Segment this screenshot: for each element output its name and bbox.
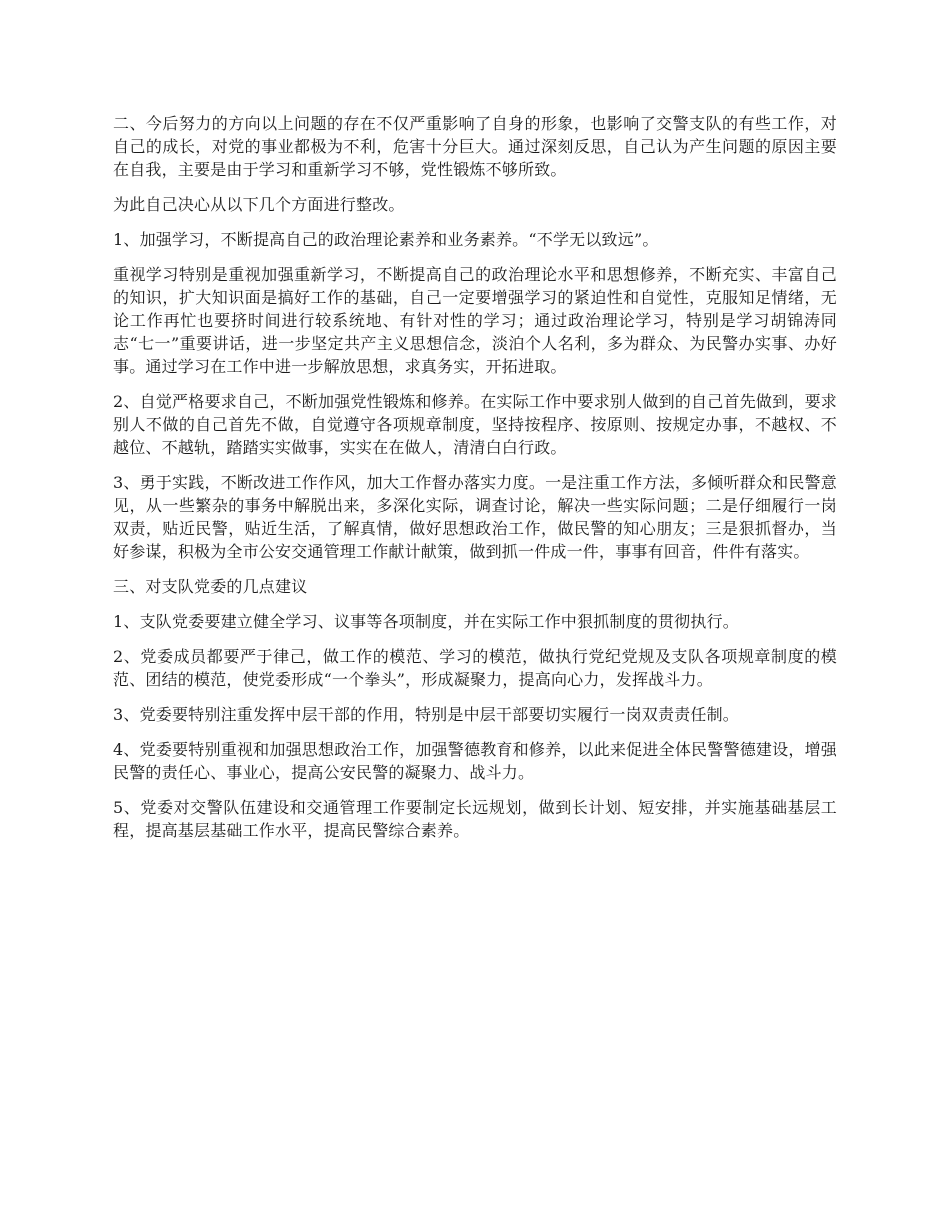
paragraph-suggestion-1: 1、支队党委要建立健全学习、议事等各项制度，并在实际工作中狠抓制度的贯彻执行。 (113, 612, 739, 631)
paragraph-item-2-discipline: 2、自觉严格要求自己，不断加强党性锻炼和修养。在实际工作中要求别人做到的自己首先做到，要求别人不做的自己首先不做，自觉遵守各项规章制度，坚持按程序、按原则、按规定办事，不越权、不越位、不越轨，踏踏实实做事，实实在在做人，清清白白行政。 (113, 392, 837, 457)
document-body (113, 112, 837, 854)
paragraph-item-1-study: 1、加强学习，不断提高自己的政治理论素养和业务素养。“不学无以致远”。 (113, 230, 659, 249)
paragraph-suggestion-5: 5、党委对交警队伍建设和交通管理工作要制定长远规划，做到长计划、短安排，并实施基础基层工程，提高基层基础工作水平，提高民警综合素养。 (113, 798, 837, 840)
paragraph-suggestion-2: 2、党委成员都要严于律己，做工作的模范、学习的模范，做执行党纪党规及支队各项规章制度的模范、团结的模范，使党委形成“一个拳头”，形成凝聚力，提高向心力，发挥战斗力。 (113, 647, 837, 689)
paragraph-study-details: 重视学习特别是重视加强重新学习，不断提高自己的政治理论水平和思想修养，不断充实、丰富自己的知识，扩大知识面是搞好工作的基础，自己一定要增强学习的紧迫性和自觉性，克服知足情绪，无论工作再忙也要挤时间进行较系统地、有针对性的学习；通过政治理论学习，特别是学习胡锦涛同志“七一”重要讲话，进一步坚定共产主义思想信念，淡泊个人名利，多为群众、为民警办实事、办好事。通过学习在工作中进一步解放思想，求真务实，开拓进取。 (113, 265, 837, 376)
paragraph-rectification-intro: 为此自己决心从以下几个方面进行整改。 (113, 195, 405, 214)
paragraph-suggestion-3: 3、党委要特别注重发挥中层干部的作用，特别是中层干部要切实履行一岗双责责任制。 (113, 705, 739, 724)
paragraph-suggestion-4: 4、党委要特别重视和加强思想政治工作，加强警德教育和修养，以此来促进全体民警警德建设，增强民警的责任心、事业心，提高公安民警的凝聚力、战斗力。 (113, 740, 837, 782)
section-heading-suggestions: 三、对支队党委的几点建议 (113, 577, 308, 596)
paragraph-item-3-practice: 3、勇于实践，不断改进工作作风，加大工作督办落实力度。一是注重工作方法，多倾听群众和民警意见，从一些繁杂的事务中解脱出来，多深化实际，调查讨论，解决一些实际问题；二是仔细履行一岗双责，贴近民警，贴近生活，了解真情，做好思想政治工作，做民警的知心朋友；三是狠抓督办，当好参谋，积极为全市公安交通管理工作献计献策，做到抓一件成一件，事事有回音，件件有落实。 (113, 473, 837, 561)
paragraph-future-direction: 二、今后努力的方向以上问题的存在不仅严重影响了自身的形象，也影响了交警支队的有些工作，对自己的成长，对党的事业都极为不利，危害十分巨大。通过深刻反思，自己认为产生问题的原因主要在自我，主要是由于学习和重新学习不够，党性锻炼不够所致。 (113, 114, 837, 179)
